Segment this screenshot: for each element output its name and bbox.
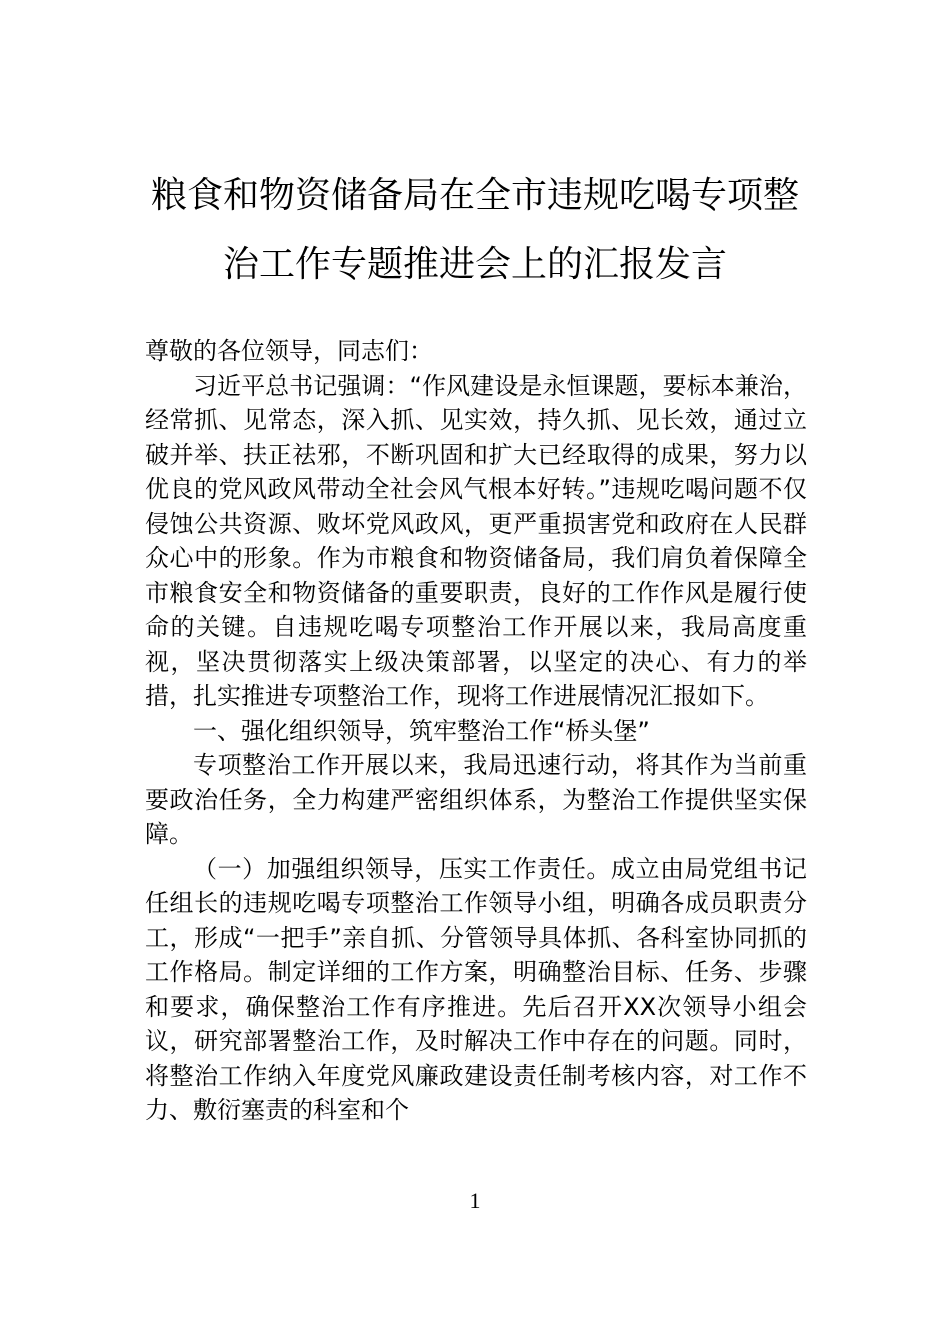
salutation: 尊敬的各位领导，同志们：: [145, 337, 433, 365]
document-body: [145, 334, 807, 1128]
document-title-line-1: 粮食和物资储备局在全市违规吃喝专项整: [150, 175, 799, 216]
section-1-item-1-paragraph: （一）加强组织领导，压实工作责任。成立由局党组书记任组长的违规吃喝专项整治工作领导小组，明确各成员职责分工，形成“一把手”亲自抓、分管领导具体抓、各科室协同抓的工作格局。制定详细的工作方案，明确整治目标、任务、步骤和要求，确保整治工作有序推进。先后召开XX次领导小组会议，研究部署整治工作，及时解决工作中存在的问题。同时，将整治工作纳入年度党风廉政建设责任制考核内容，对工作不力、敷衍塞责的科室和个: [145, 854, 807, 1124]
section-heading-1: 一、强化组织领导，筑牢整治工作“桥头堡”: [193, 716, 650, 745]
opening-paragraph: 习近平总书记强调：“作风建设是永恒课题，要标本兼治，经常抓、见常态，深入抓、见实效，持久抓、见长效，通过立破并举、扶正祛邪，不断巩固和扩大已经取得的成果，努力以优良的党风政风带动全社会风气根本好转。”违规吃喝问题不仅侵蚀公共资源、败坏党风政风，更严重损害党和政府在人民群众心中的形象。作为市粮食和物资储备局，我们肩负着保障全市粮食安全和物资储备的重要职责，良好的工作作风是履行使命的关键。自违规吃喝专项整治工作开展以来，我局高度重视，坚决贯彻落实上级决策部署，以坚定的决心、有力的举措，扎实推进专项整治工作，现将工作进展情况汇报如下。: [145, 371, 807, 710]
section-1-intro-paragraph: 专项整治工作开展以来，我局迅速行动，将其作为当前重要政治任务，全力构建严密组织体系，为整治工作提供坚实保障。: [145, 751, 807, 848]
page-number: 1: [469, 1188, 481, 1213]
document-title-line-2: 治工作专题推进会上的汇报发言: [222, 244, 727, 285]
